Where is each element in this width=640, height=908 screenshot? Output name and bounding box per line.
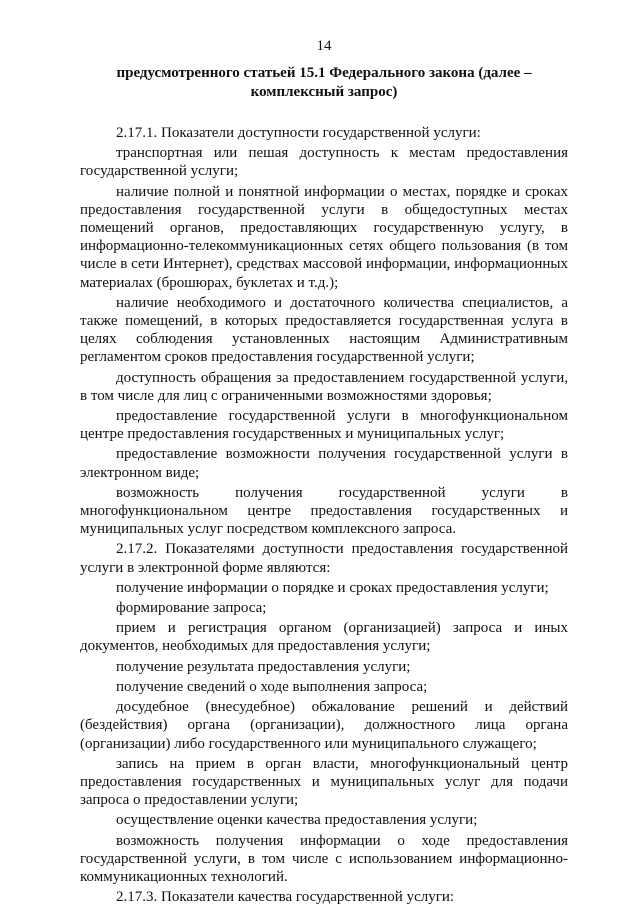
paragraph: досудебное (внесудебное) обжалование решений и действий (бездействия) органа (организации), должностного лица органа (организации) либо государственного или муниципального служащего; <box>80 699 568 752</box>
paragraph: запись на прием в орган власти, многофункциональный центр предоставления государственных и муниципальных услуг для подачи запроса о предоставлении услуги; <box>80 755 568 809</box>
paragraph: 2.17.3. Показатели качества государственной услуги: <box>116 889 455 906</box>
document-body <box>80 124 568 906</box>
paragraph: осуществление оценки качества предоставления услуги; <box>116 812 478 829</box>
paragraph: 2.17.1. Показатели доступности государственной услуги: <box>116 125 481 141</box>
page-number: 14 <box>316 38 332 54</box>
paragraph: транспортная или пешая доступность к местам предоставления государственной услуги; <box>80 145 568 180</box>
paragraph: возможность получения информации о ходе предоставления государственной услуги, в том числе с использованием информационно-коммуникационных технологий. <box>80 832 568 885</box>
paragraph: предоставление государственной услуги в многофункциональном центре предоставления государственных и муниципальных услуг; <box>80 408 568 443</box>
paragraph: возможность получения государственной услуги в многофункциональном центре предоставления государственных и муниципальных услуг посредством комплексного запроса. <box>80 484 568 538</box>
paragraph: формирование запроса; <box>116 600 267 617</box>
section-heading-line: предусмотренного статьей 15.1 Федерального закона (далее – <box>116 65 532 81</box>
paragraph: предоставление возможности получения государственной услуги в электронном виде; <box>80 446 568 481</box>
paragraph: прием и регистрация органом (организацией) запроса и иных документов, необходимых для предоставления услуги; <box>80 620 568 655</box>
paragraph: наличие полной и понятной информации о местах, порядке и сроках предоставления государственной услуги в общедоступных местах помещений органов, предоставляющих государственную услугу, в информационно-телекоммуникационных сетях общего пользования (в том числе в сети Интернет), средствах массовой информации, информационных материалах (брошюрах, буклетах и т.д.); <box>80 183 568 291</box>
document-page <box>80 0 568 908</box>
paragraph: 2.17.2. Показателями доступности предоставления государственной услуги в электронной форме являются: <box>80 541 568 576</box>
paragraph: получение информации о порядке и сроках предоставления услуги; <box>116 579 549 596</box>
paragraph: наличие необходимого и достаточного количества специалистов, а также помещений, в которых предоставляется государственная услуга в целях соблюдения установленных настоящим Административным регламентом сроков предоставления государственной услуги; <box>80 294 568 366</box>
paragraph: получение результата предоставления услуги; <box>116 658 411 675</box>
section-heading-line: комплексный запрос) <box>250 84 398 100</box>
section-heading <box>80 64 568 102</box>
paragraph: доступность обращения за предоставлением государственной услуги, в том числе для лиц с ограниченными возможностями здоровья; <box>80 369 568 404</box>
paragraph: получение сведений о ходе выполнения запроса; <box>116 678 428 695</box>
